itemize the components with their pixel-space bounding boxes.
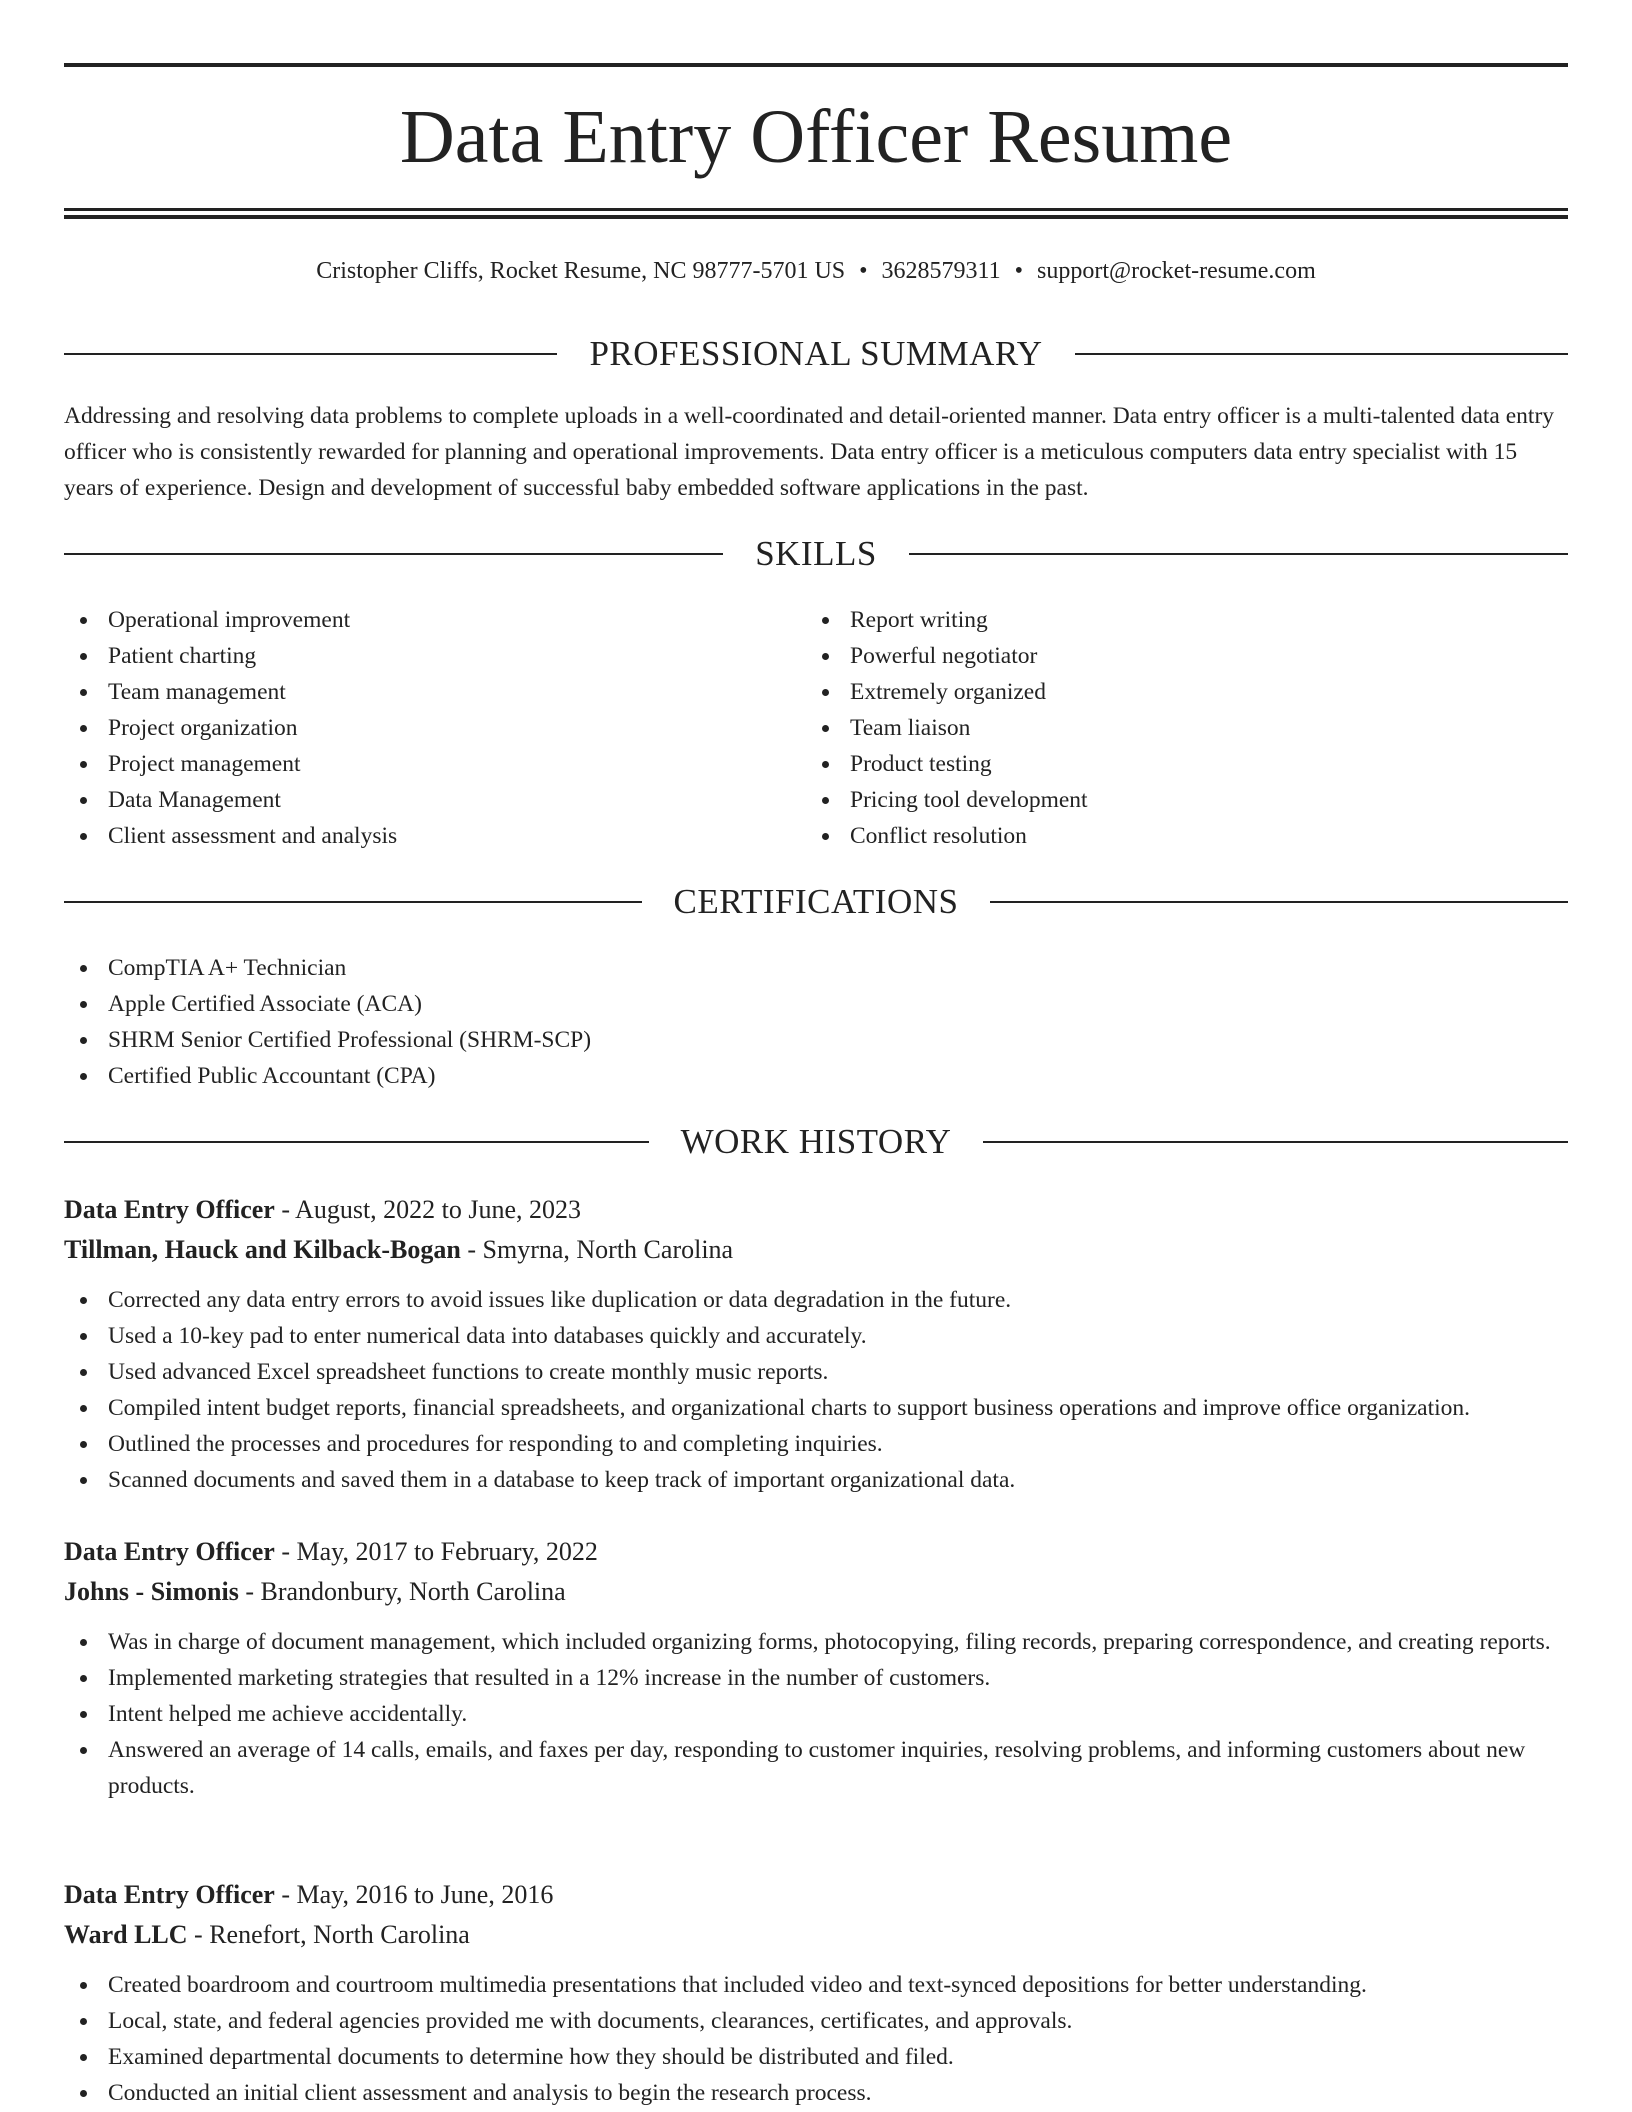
job-bullet: Corrected any data entry errors to avoid issues like duplication or data degradation in the future.	[64, 1282, 1568, 1318]
section-header-work-history	[64, 1120, 1568, 1164]
job-bullet: Scanned documents and saved them in a database to keep track of important organizational data.	[64, 1462, 1568, 1498]
skill-item: Team management	[64, 674, 804, 710]
skill-item: Project organization	[64, 710, 804, 746]
job-company-line	[64, 1230, 1568, 1270]
section-rule	[64, 901, 642, 903]
contact-line	[64, 254, 1568, 288]
skill-item: Extremely organized	[806, 674, 1566, 710]
section-header-certifications	[64, 880, 1568, 924]
job-title-line	[64, 1532, 1568, 1572]
job-bullet: Answered an average of 14 calls, emails, and faxes per day, responding to customer inquiries, resolving problems, and informing customers about new products.	[64, 1732, 1568, 1804]
certification-item: Certified Public Accountant (CPA)	[64, 1058, 1568, 1094]
job-bullet: Used a 10-key pad to enter numerical data into databases quickly and accurately.	[64, 1318, 1568, 1354]
job-entry	[64, 1190, 1568, 1498]
job-bullet: Local, state, and federal agencies provided me with documents, clearances, certificates, and approvals.	[64, 2003, 1568, 2039]
job-bullet: Implemented marketing strategies that resulted in a 12% increase in the number of customers.	[64, 1660, 1568, 1696]
skill-item: Project management	[64, 746, 804, 782]
contact-address: Cristopher Cliffs, Rocket Resume, NC 98777-5701 US	[316, 258, 846, 284]
certification-item: Apple Certified Associate (ACA)	[64, 986, 1568, 1022]
job-company: Tillman, Hauck and Kilback-Bogan	[64, 1235, 461, 1264]
section-rule	[64, 553, 723, 555]
skill-item: Data Management	[64, 782, 804, 818]
job-bullet: Was in charge of document management, which included organizing forms, photocopying, filing records, preparing correspondence, and creating reports.	[64, 1624, 1568, 1660]
section-rule	[64, 353, 557, 355]
job-company-line	[64, 1572, 1568, 1612]
resume-title: Data Entry Officer Resume	[399, 95, 1233, 179]
job-bullet: Examined departmental documents to determine how they should be distributed and filed.	[64, 2039, 1568, 2075]
job-title-line	[64, 1190, 1568, 1230]
contact-phone: 3628579311	[881, 258, 1001, 284]
skill-item: Conflict resolution	[806, 818, 1566, 854]
job-title: Data Entry Officer	[64, 1880, 275, 1909]
job-location: - Smyrna, North Carolina	[467, 1235, 734, 1264]
job-bullet: Created boardroom and courtroom multimedia presentations that included video and text-synced depositions for better understanding.	[64, 1967, 1568, 2003]
skill-item: Client assessment and analysis	[64, 818, 804, 854]
job-dates: - May, 2017 to February, 2022	[281, 1537, 598, 1566]
section-title: SKILLS	[755, 534, 877, 573]
skills-list-right	[806, 602, 1566, 854]
job-location: - Brandonbury, North Carolina	[245, 1577, 566, 1606]
job-bullet: Used advanced Excel spreadsheet functions to create monthly music reports.	[64, 1354, 1568, 1390]
section-header-skills	[64, 532, 1568, 576]
skill-item: Patient charting	[64, 638, 804, 674]
skill-item: Report writing	[806, 602, 1566, 638]
job-title: Data Entry Officer	[64, 1537, 275, 1566]
section-rule	[990, 901, 1568, 903]
section-rule	[1075, 353, 1568, 355]
job-entry	[64, 1532, 1568, 1804]
section-rule	[909, 553, 1568, 555]
section-rule	[64, 1141, 649, 1143]
top-rule	[64, 63, 1568, 67]
summary-paragraph: Addressing and resolving data problems to complete uploads in a well-coordinated and detail-oriented manner. Data entry officer is a multi-talented data entry officer who is consistently rewarded for planning and operational improvements. Data entry officer is a meticulous computers data entry specialist with 15 years of experience. Design and development of successful baby embedded software applications in the past.	[64, 403, 1555, 501]
job-bullet: Intent helped me achieve accidentally.	[64, 1696, 1568, 1732]
skill-item: Product testing	[806, 746, 1566, 782]
skills-list-left	[64, 602, 804, 854]
job-dates: - May, 2016 to June, 2016	[281, 1880, 554, 1909]
job-bullet: Compiled intent budget reports, financial spreadsheets, and organizational charts to support business operations and improve office organization.	[64, 1390, 1568, 1426]
section-header-summary	[64, 332, 1568, 376]
certifications-list	[64, 950, 1568, 1094]
skill-item: Operational improvement	[64, 602, 804, 638]
job-bullets	[64, 1967, 1568, 2111]
skill-item: Team liaison	[806, 710, 1566, 746]
section-title: CERTIFICATIONS	[673, 882, 959, 921]
section-title: PROFESSIONAL SUMMARY	[589, 334, 1043, 373]
skill-item: Pricing tool development	[806, 782, 1566, 818]
job-bullet: Outlined the processes and procedures for responding to and completing inquiries.	[64, 1426, 1568, 1462]
job-dates: - August, 2022 to June, 2023	[281, 1195, 582, 1224]
job-company: Johns - Simonis	[64, 1577, 239, 1606]
job-bullet: Conducted an initial client assessment and analysis to begin the research process.	[64, 2075, 1568, 2111]
job-entry	[64, 1875, 1568, 2111]
certification-item: SHRM Senior Certified Professional (SHRM-SCP)	[64, 1022, 1568, 1058]
job-company: Ward LLC	[64, 1920, 188, 1949]
contact-separator: •	[1014, 258, 1024, 284]
contact-email: support@rocket-resume.com	[1037, 258, 1316, 284]
job-title: Data Entry Officer	[64, 1195, 275, 1224]
job-location: - Renefort, North Carolina	[194, 1920, 470, 1949]
section-title: WORK HISTORY	[680, 1122, 952, 1161]
job-bullets	[64, 1282, 1568, 1498]
title-rule-lower	[64, 215, 1568, 219]
certification-item: CompTIA A+ Technician	[64, 950, 1568, 986]
section-rule	[983, 1141, 1568, 1143]
job-company-line	[64, 1915, 1568, 1955]
skill-item: Powerful negotiator	[806, 638, 1566, 674]
job-title-line	[64, 1875, 1568, 1915]
title-rule-upper	[64, 208, 1568, 211]
job-bullets	[64, 1624, 1568, 1804]
contact-separator: •	[859, 258, 868, 284]
